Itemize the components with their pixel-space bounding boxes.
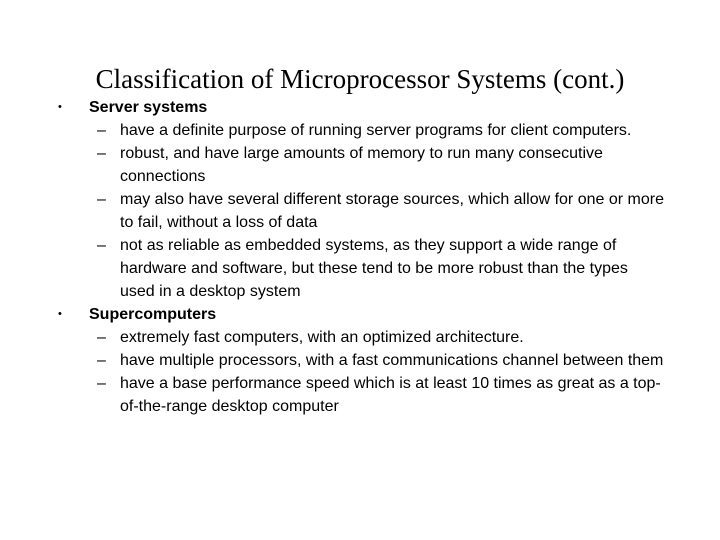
list-item	[0, 142, 665, 188]
dash-icon: –	[97, 122, 106, 139]
section-supercomputers	[0, 303, 720, 326]
section-heading: Supercomputers	[89, 306, 217, 323]
list-item	[0, 326, 665, 349]
list-item	[0, 234, 665, 303]
list-item	[0, 119, 665, 142]
list-item-text: may also have several different storage sources, which allow for one or more to fail, without a loss of data	[120, 191, 664, 231]
dash-icon: –	[97, 352, 106, 369]
list-item-text: robust, and have large amounts of memory to run many consecutive connections	[120, 145, 603, 185]
section-heading: Server systems	[89, 99, 208, 116]
list-item-text: have a base performance speed which is at least 10 times as great as a top-of-the-range desktop computer	[120, 375, 661, 415]
list-item	[0, 372, 665, 418]
list-item	[0, 188, 665, 234]
slide-content	[0, 96, 720, 418]
dash-icon: –	[97, 191, 106, 208]
list-item-text: not as reliable as embedded systems, as they support a wide range of hardware and software, but these tend to be more robust than the types used in a desktop system	[120, 237, 628, 300]
list-item-text: extremely fast computers, with an optimized architecture.	[120, 329, 524, 346]
dash-icon: –	[97, 375, 106, 392]
dash-icon: –	[97, 145, 106, 162]
section-server-systems	[0, 96, 720, 119]
list-item	[0, 349, 665, 372]
slide-title: Classification of Microprocessor Systems (cont.)	[95, 64, 625, 94]
bullet-icon: •	[58, 308, 62, 320]
list-item-text: have multiple processors, with a fast communications channel between them	[120, 352, 664, 369]
list-item-text: have a definite purpose of running server programs for client computers.	[120, 122, 632, 139]
bullet-icon: •	[58, 101, 62, 113]
dash-icon: –	[97, 329, 106, 346]
dash-icon: –	[97, 237, 106, 254]
